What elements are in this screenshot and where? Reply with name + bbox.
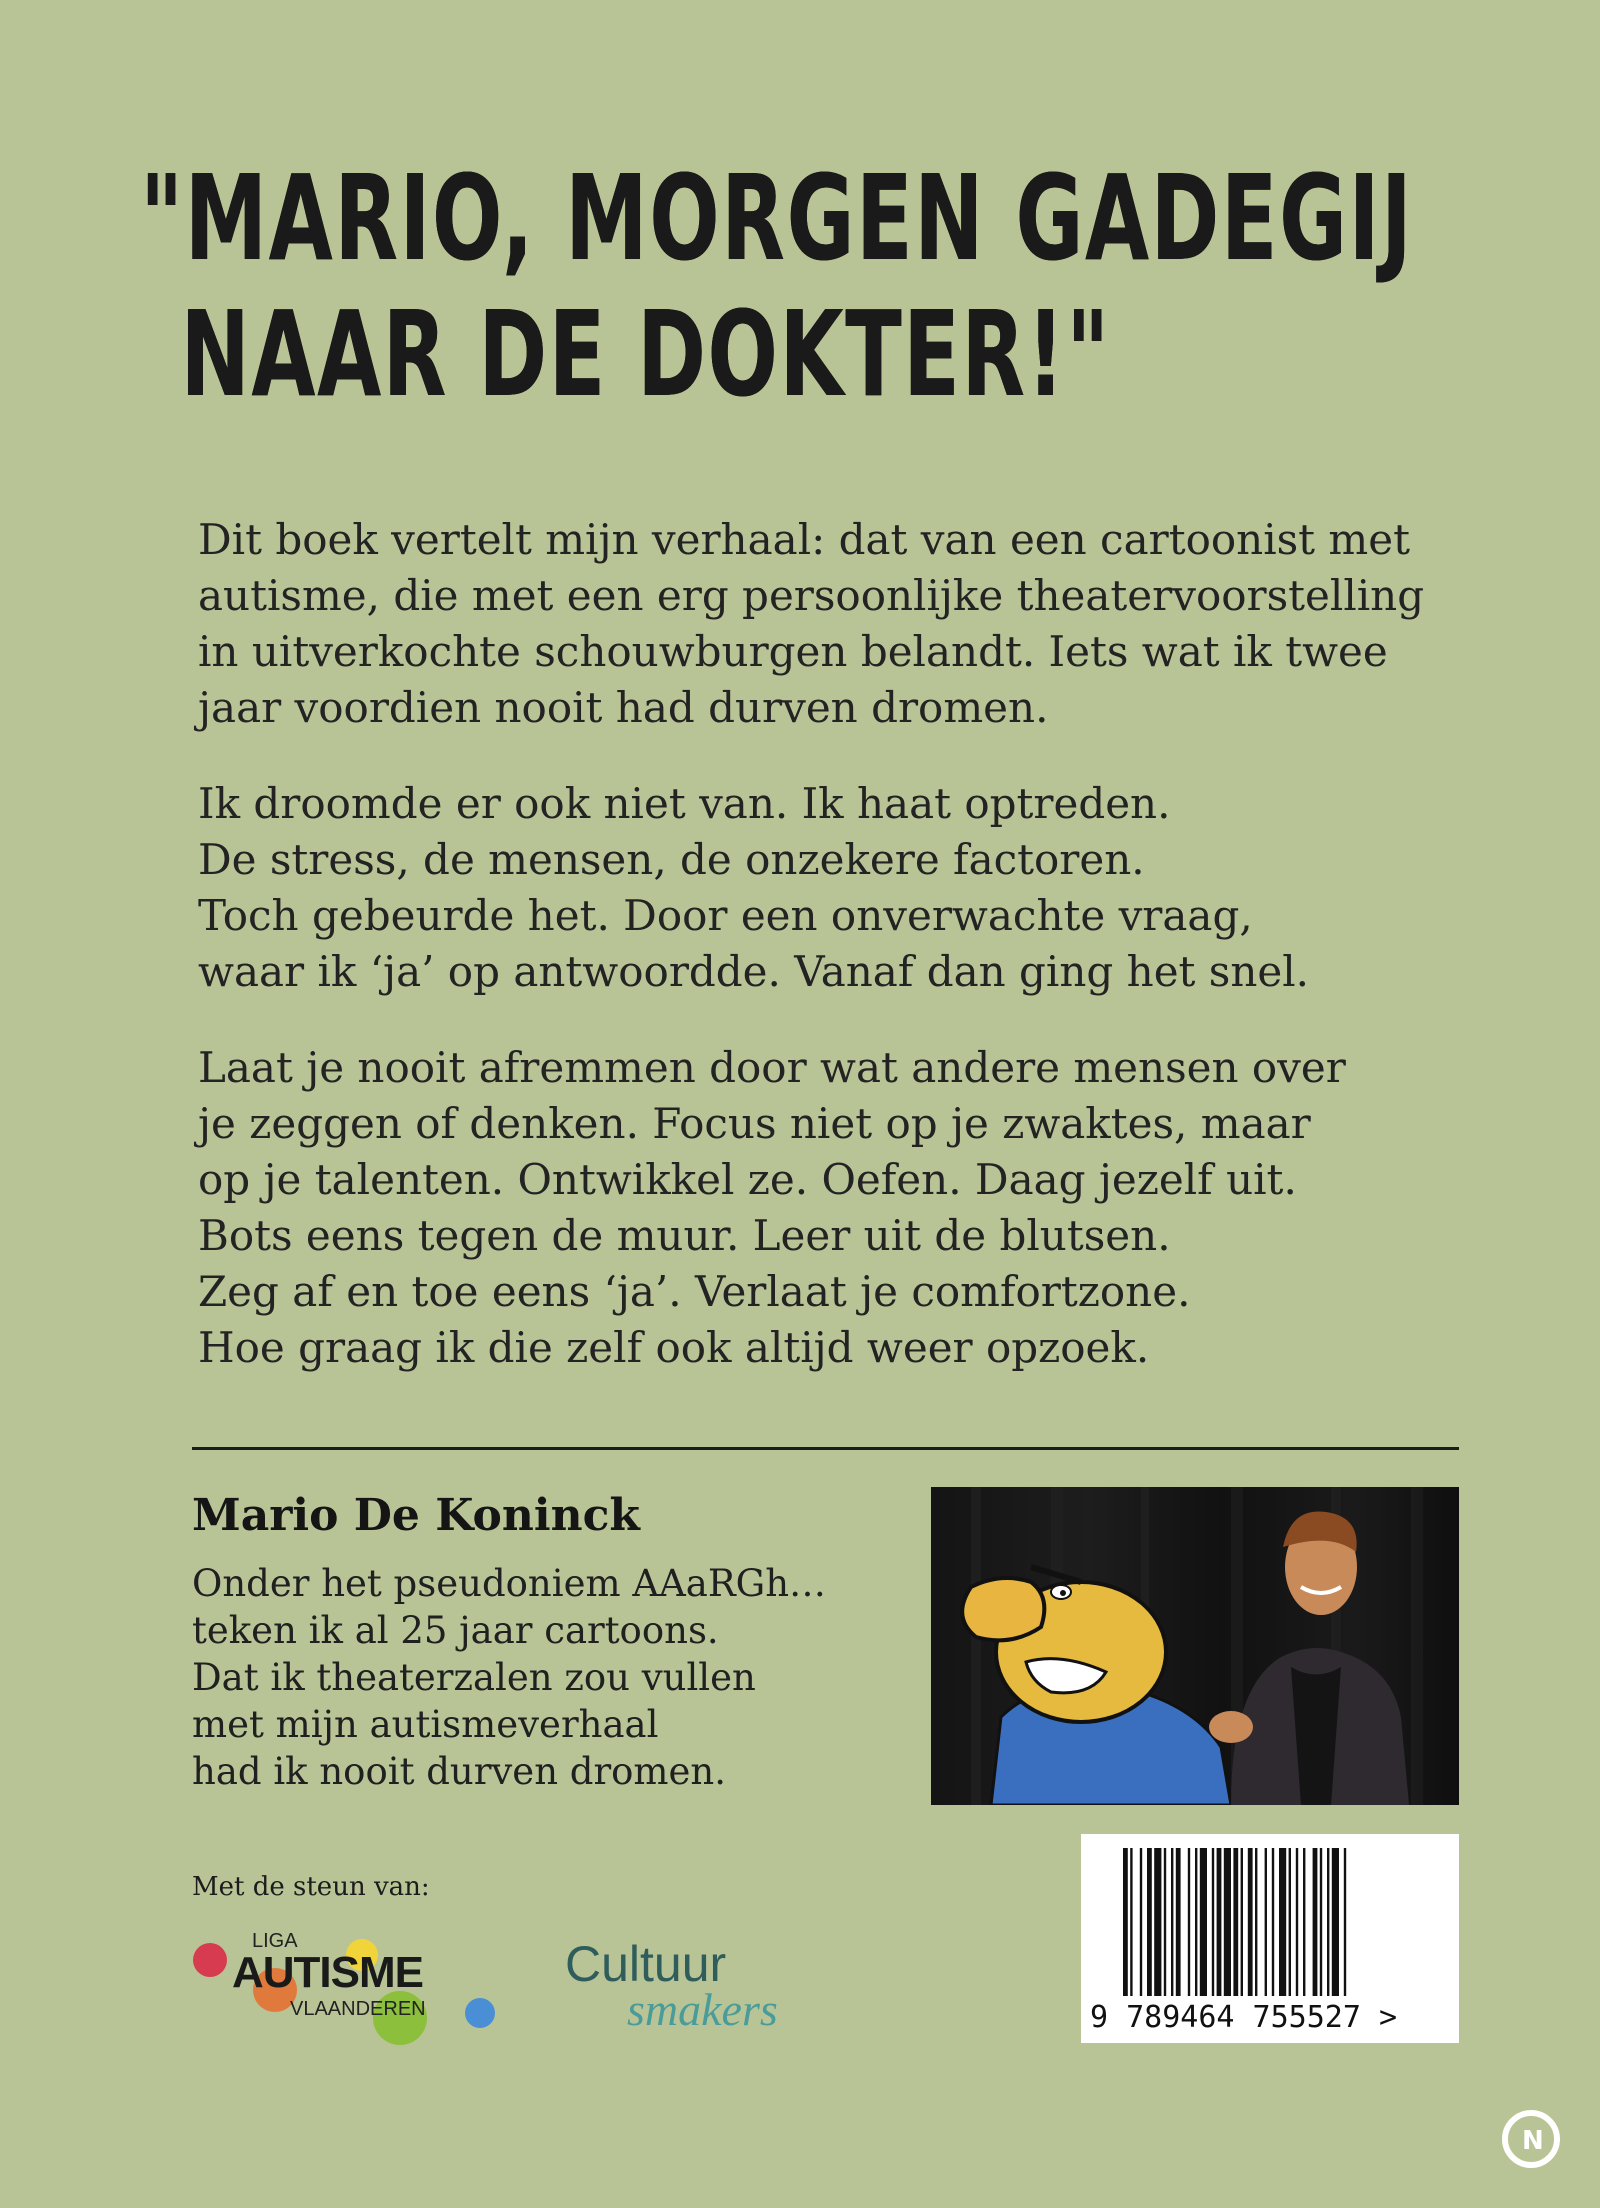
publisher-logo-icon	[1500, 2108, 1562, 2170]
blurb-paragraph-1: Dit boek vertelt mijn verhaal: dat van een cartoonist met autisme, die met een erg persoonlijke theatervoorstelling in uitverkochte schouwburgen belandt. Iets wat ik twee jaar voordien nooit had durven dromen.	[198, 515, 1425, 732]
cultuur-text: Cultuur	[565, 1936, 727, 1992]
smakers-text: smakers	[627, 1984, 778, 2035]
author-bio: Onder het pseudoniem AAaRGh… teken ik al 25 jaar cartoons. Dat ik theaterzalen zou vullen met mijn autismeverhaal had ik nooit durven dromen.	[192, 1562, 827, 1793]
cultuursmakers-logo	[565, 1935, 845, 2035]
support-label: Met de steun van:	[192, 1872, 430, 1902]
cover-title	[140, 149, 1414, 423]
liga-autisme-logo	[190, 1930, 510, 2050]
liga-main-text: AUTISME	[232, 1948, 423, 1997]
blurb-paragraph-2: Ik droomde er ook niet van. Ik haat optreden. De stress, de mensen, de onzekere factoren. Toch gebeurde het. Door een onverwachte vraag, waar ik ‘ja’ op antwoordde. Vanaf dan ging het snel.	[198, 779, 1310, 996]
divider	[192, 1447, 1459, 1450]
liga-bottom-text: VLAANDEREN	[290, 1998, 426, 2020]
isbn-number: 9 789464 755527 >	[1090, 2000, 1398, 2035]
author-photo-illustration	[931, 1487, 1459, 1805]
author-photo	[931, 1487, 1459, 1805]
liga-top-text: LIGA	[252, 1930, 298, 1952]
svg-text:N: N	[1522, 2126, 1544, 2156]
blurb-paragraph-3: Laat je nooit afremmen door wat andere mensen over je zeggen of denken. Focus niet op je zwaktes, maar op je talenten. Ontwikkel ze. Oefen. Daag jezelf uit. Bots eens tegen de muur. Leer uit de blutsen. Zeg af en toe eens ‘ja’. Verlaat je comfortzone. Hoe graag ik die zelf ook altijd weer opzoek.	[198, 1043, 1346, 1372]
title-line-2: NAAR DE DOKTER!"	[180, 285, 1111, 423]
title-line-1: "MARIO, MORGEN GADEGIJ	[140, 149, 1414, 287]
author-name: Mario De Koninck	[192, 1490, 640, 1541]
blurb	[198, 512, 1488, 1416]
